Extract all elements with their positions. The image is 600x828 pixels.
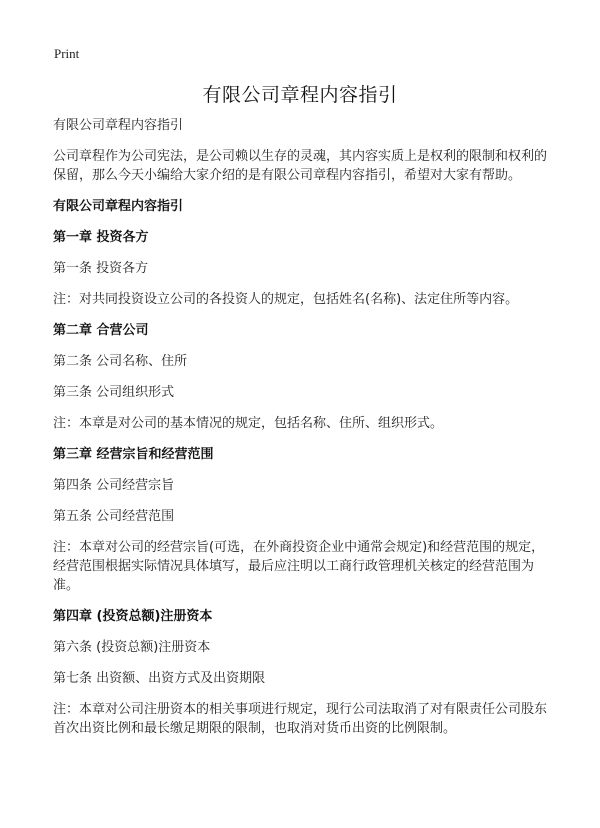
article-7: 第七条 出资额、出资方式及出资期限	[53, 671, 266, 686]
chapter-2-heading: 第二章 合营公司	[53, 323, 149, 338]
intro-paragraph: 公司章程作为公司宪法，是公司赖以生存的灵魂，其内容实质上是权利的限制和权利的保留，那么今天小编给大家介绍的是有限公司章程内容指引，希望对大家有帮助。	[53, 149, 548, 183]
chapter-4-note: 注：本章对公司注册资本的相关事项进行规定，现行公司法取消了对有限责任公司股东首次出资比例和最长缴足期限的限制，也取消对货币出资的比例限制。	[53, 702, 548, 736]
intro-subtitle: 有限公司章程内容指引	[53, 118, 184, 133]
chapter-3-heading: 第三章 经营宗旨和经营范围	[53, 447, 214, 462]
chapter-4-heading: 第四章 (投资总额)注册资本	[53, 609, 213, 624]
article-1: 第一条 投资各方	[53, 261, 149, 276]
chapter-1-heading: 第一章 投资各方	[53, 230, 149, 245]
document-body	[53, 116, 553, 750]
chapter-3-note: 注：本章对公司的经营宗旨(可选，在外商投资企业中通常会规定)和经营范围的规定，经营范围根据实际情况具体填写，最后应注明以工商行政管理机关核定的经营范围为准。	[53, 540, 545, 593]
article-3: 第三条 公司组织形式	[53, 385, 175, 400]
article-2: 第二条 公司名称、住所	[53, 354, 188, 369]
page-title: 有限公司章程内容指引	[202, 84, 398, 106]
article-6: 第六条 (投资总额)注册资本	[53, 640, 211, 655]
article-5: 第五条 公司经营范围	[53, 509, 175, 524]
article-4: 第四条 公司经营宗旨	[53, 478, 175, 493]
section-heading: 有限公司章程内容指引	[53, 199, 184, 214]
chapter-1-note: 注：对共同投资设立公司的各投资人的规定，包括姓名(名称)、法定住所等内容。	[53, 292, 519, 307]
chapter-2-note: 注：本章是对公司的基本情况的规定，包括名称、住所、组织形式。	[53, 416, 444, 431]
print-link[interactable]: Print	[54, 46, 80, 61]
